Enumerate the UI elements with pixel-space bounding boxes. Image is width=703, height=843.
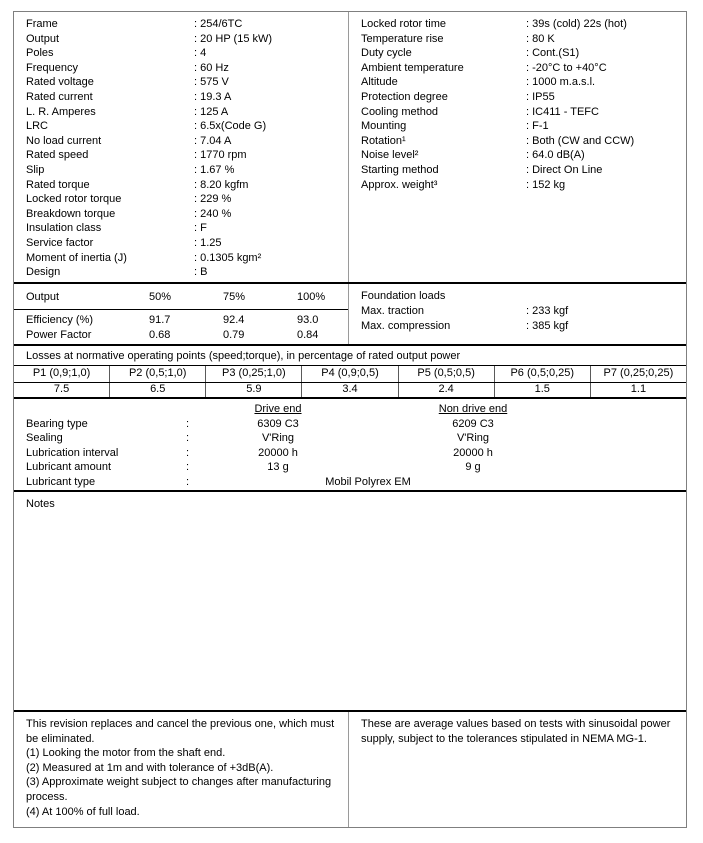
spec-row-rotation	[361, 134, 686, 149]
spec-label: Max. compression	[361, 319, 451, 332]
spec-value: : B	[194, 266, 208, 279]
spec-row-rated-speed	[26, 148, 348, 163]
bearing-row-colon: :	[186, 432, 190, 444]
footer-tolerance-note	[349, 712, 686, 827]
spec-value: : 6.5x(Code G)	[194, 120, 267, 133]
bearing-row-label: Lubrication interval	[26, 446, 119, 459]
row-label: Efficiency (%)	[26, 314, 94, 326]
footnote-4: (4) At 100% of full load.	[26, 805, 140, 818]
spec-row-mounting	[361, 119, 686, 134]
output-header-50: 50%	[149, 290, 172, 303]
losses-header-p2: P2 (0,5;1,0)	[110, 366, 206, 382]
spec-label: Rated current	[26, 90, 93, 103]
lubricant-amount-row	[14, 460, 686, 475]
notes-title: Notes	[26, 498, 55, 510]
spec-value: : 1.25	[194, 236, 222, 249]
lubricant-type-value: Mobil Polyrex EM	[325, 475, 411, 488]
spec-label: Frame	[26, 18, 58, 30]
output-header-75: 75%	[223, 290, 246, 303]
power-factor-row	[26, 328, 348, 343]
spec-label: Duty cycle	[361, 47, 412, 60]
spec-value: : Cont.(S1)	[526, 47, 580, 60]
sealing-drive: V'Ring	[261, 432, 295, 444]
spec-value: : 125 A	[194, 105, 229, 118]
footnote-3: (3) Approximate weight subject to changes after manufacturing process.	[26, 776, 332, 803]
spec-value: : 1770 rpm	[194, 149, 247, 162]
spec-row-noise-level	[361, 148, 686, 163]
spec-row-protection-degree	[361, 90, 686, 105]
efficiency-row	[26, 313, 348, 328]
spec-label: Locked rotor time	[361, 18, 446, 30]
spec-value: : 4	[194, 47, 207, 60]
efficiency-50: 91.7	[149, 314, 171, 326]
output-header-100: 100%	[297, 290, 326, 303]
losses-header-p3: P3 (0,25;1,0)	[206, 366, 302, 382]
spec-label: Locked rotor torque	[26, 193, 122, 206]
spec-value: : 229 %	[194, 193, 232, 206]
spec-value: : 575 V	[194, 76, 229, 89]
tolerance-note: These are average values based on tests with sinusoidal power supply, subject to the tolerances stipulated in NEMA MG-1.	[361, 718, 671, 745]
spec-row-frequency	[26, 61, 348, 76]
spec-value: : 60 Hz	[194, 61, 229, 74]
spec-row-output	[26, 32, 348, 47]
spec-row-service-factor	[26, 236, 348, 251]
spec-row-moment-of-inertia	[26, 251, 348, 266]
spec-label: Ambient temperature	[361, 61, 464, 74]
losses-title: Losses at normative operating points (speed;torque), in percentage of rated output power	[14, 346, 686, 366]
bearing-row-colon: :	[186, 461, 190, 473]
datasheet-frame	[13, 11, 687, 828]
spec-row-rated-voltage	[26, 75, 348, 90]
spec-row-breakdown-torque	[26, 207, 348, 222]
bearing-row-label: Lubricant amount	[26, 461, 111, 473]
spec-label: Protection degree	[361, 90, 448, 103]
max-traction-row	[361, 304, 686, 319]
spec-value: : 8.20 kgfm	[194, 178, 249, 191]
losses-header-p1: P1 (0,9;1,0)	[14, 366, 110, 382]
spec-label: Altitude	[361, 76, 398, 89]
spec-value: : 39s (cold) 22s (hot)	[526, 18, 627, 30]
bearings-section	[14, 399, 686, 492]
spec-value: : Direct On Line	[526, 163, 603, 176]
spec-row-altitude	[361, 75, 686, 90]
losses-header-p7: P7 (0,25;0,25)	[603, 367, 674, 379]
spec-label: Max. traction	[361, 305, 424, 317]
spec-value: : 233 kgf	[526, 305, 569, 317]
spec-row-locked-rotor-torque	[26, 192, 348, 207]
spec-row-frame	[26, 17, 348, 32]
output-header-label: Output	[26, 290, 60, 303]
losses-value-p3: 5.9	[206, 383, 302, 397]
spec-value: : IP55	[526, 90, 555, 103]
foundation-loads	[349, 284, 686, 344]
spec-label: Approx. weight³	[361, 178, 438, 191]
spec-row-cooling-method	[361, 105, 686, 120]
spec-label: Temperature rise	[361, 32, 444, 45]
bearings-header-spacer	[14, 402, 186, 417]
spec-value: : 240 %	[194, 207, 232, 220]
losses-header-row	[14, 366, 686, 383]
spec-value: : 1000 m.a.s.l.	[526, 76, 596, 89]
spec-row-slip	[26, 163, 348, 178]
spec-label: Poles	[26, 47, 54, 60]
spec-label: Rated speed	[26, 149, 89, 162]
spec-row-temperature-rise	[361, 32, 686, 47]
sealing-nondrive: V'Ring	[456, 432, 490, 444]
power-factor-50: 0.68	[149, 328, 171, 341]
bearing-row-colon: :	[186, 446, 190, 459]
spec-label: Rated torque	[26, 178, 90, 191]
specs-section	[14, 12, 686, 284]
spec-label: Moment of inertia (J)	[26, 251, 127, 264]
spec-row-poles	[26, 46, 348, 61]
spec-row-locked-rotor-time	[361, 17, 686, 32]
spec-label: LRC	[26, 120, 49, 133]
spec-value: : -20°C to +40°C	[526, 61, 607, 74]
spec-row-no-load-current	[26, 134, 348, 149]
output-table-header	[14, 284, 348, 310]
losses-header-p6: P6 (0,5;0,25)	[495, 366, 591, 382]
footnote-2: (2) Measured at 1m and with tolerance of +3dB(A).	[26, 761, 274, 774]
notes-section	[14, 492, 686, 712]
spec-label: Noise level²	[361, 149, 419, 162]
spec-value: : 1.67 %	[194, 163, 235, 176]
spec-label: Frequency	[26, 61, 78, 74]
spec-value: : IC411 - TEFC	[526, 105, 599, 118]
performance-section	[14, 284, 686, 346]
spec-value: : 0.1305 kgm²	[194, 251, 262, 264]
losses-value-row	[14, 383, 686, 397]
losses-value-p5: 2.4	[399, 383, 495, 397]
spec-row-lrc	[26, 119, 348, 134]
losses-header-p5: P5 (0,5;0,5)	[399, 366, 495, 382]
bearing-row-label: Sealing	[26, 432, 63, 444]
spec-label: Starting method	[361, 163, 439, 176]
spec-label: Insulation class	[26, 222, 102, 235]
revision-note: This revision replaces and cancel the previous one, which must be eliminated.	[26, 718, 335, 745]
lubricant-amount-nondrive: 9 g	[465, 461, 481, 473]
losses-value-p6: 1.5	[495, 383, 591, 397]
spec-row-duty-cycle	[361, 46, 686, 61]
spec-label: Mounting	[361, 120, 407, 133]
spec-label: Breakdown torque	[26, 207, 116, 220]
foundation-loads-title: Foundation loads	[361, 290, 446, 302]
losses-header-p4: P4 (0,9;0,5)	[302, 366, 398, 382]
bearings-header-row	[14, 402, 686, 417]
lubricant-type-row	[14, 475, 686, 490]
efficiency-75: 92.4	[223, 314, 245, 326]
sealing-row	[14, 431, 686, 446]
lubrication-interval-row	[14, 446, 686, 461]
spec-value: : 80 K	[526, 32, 555, 45]
bearing-type-row	[14, 417, 686, 432]
bearing-row-colon: :	[186, 475, 190, 488]
spec-label: Service factor	[26, 236, 94, 249]
spec-value: : 152 kg	[526, 178, 566, 191]
lubrication-interval-nondrive: 20000 h	[453, 446, 493, 459]
spec-row-rated-current	[26, 90, 348, 105]
spec-label: Output	[26, 32, 60, 45]
spec-value: : 254/6TC	[194, 18, 243, 30]
bearing-row-label: Lubricant type	[26, 475, 96, 488]
losses-section	[14, 346, 686, 399]
specs-right-column	[349, 12, 686, 282]
bearing-type-drive: 6309 C3	[257, 417, 299, 430]
power-factor-100: 0.84	[297, 328, 319, 341]
lubrication-interval-drive: 20000 h	[258, 446, 298, 459]
output-table	[14, 284, 349, 344]
spec-value: : F	[194, 222, 207, 235]
spec-value: : F-1	[526, 120, 549, 133]
footer-section	[14, 712, 686, 827]
spec-value: : 64.0 dB(A)	[526, 149, 585, 162]
losses-value-p7: 1.1	[630, 383, 647, 395]
spec-label: No load current	[26, 134, 102, 147]
max-compression-row	[361, 319, 686, 334]
bearing-type-nondrive: 6209 C3	[452, 417, 494, 430]
spec-row-ambient-temperature	[361, 61, 686, 76]
spec-row-insulation-class	[26, 221, 348, 236]
row-label: Power Factor	[26, 328, 92, 341]
spec-row-design	[26, 265, 348, 280]
losses-value-p2: 6.5	[110, 383, 206, 397]
spec-row-lr-amperes	[26, 105, 348, 120]
losses-value-p4: 3.4	[302, 383, 398, 397]
spec-label: Rated voltage	[26, 76, 94, 89]
losses-value-p1: 7.5	[14, 383, 110, 397]
bearing-row-colon: :	[186, 417, 190, 430]
spec-row-starting-method	[361, 163, 686, 178]
power-factor-75: 0.79	[223, 328, 245, 341]
spec-value: : 7.04 A	[194, 134, 232, 147]
spec-row-approx-weight	[361, 178, 686, 193]
bearings-header-spacer	[186, 402, 198, 417]
spec-value: : 19.3 A	[194, 90, 232, 103]
spec-label: Rotation¹	[361, 134, 406, 147]
spec-value: : 20 HP (15 kW)	[194, 32, 273, 45]
spec-label: Slip	[26, 163, 45, 176]
spec-label: Cooling method	[361, 105, 439, 118]
spec-value: : 385 kgf	[526, 319, 569, 332]
drive-end-header: Drive end	[254, 403, 302, 415]
output-table-body	[14, 310, 348, 342]
lubricant-amount-drive: 13 g	[267, 461, 289, 473]
efficiency-100: 93.0	[297, 314, 319, 326]
footer-revision-notes	[14, 712, 349, 827]
footnote-1: (1) Looking the motor from the shaft end.	[26, 747, 226, 760]
spec-label: Design	[26, 266, 61, 279]
spec-value: : Both (CW and CCW)	[526, 134, 635, 147]
spec-label: L. R. Amperes	[26, 105, 96, 118]
spec-row-rated-torque	[26, 178, 348, 193]
bearing-row-label: Bearing type	[26, 417, 88, 430]
specs-left-column	[14, 12, 349, 282]
non-drive-end-header: Non drive end	[438, 403, 508, 415]
